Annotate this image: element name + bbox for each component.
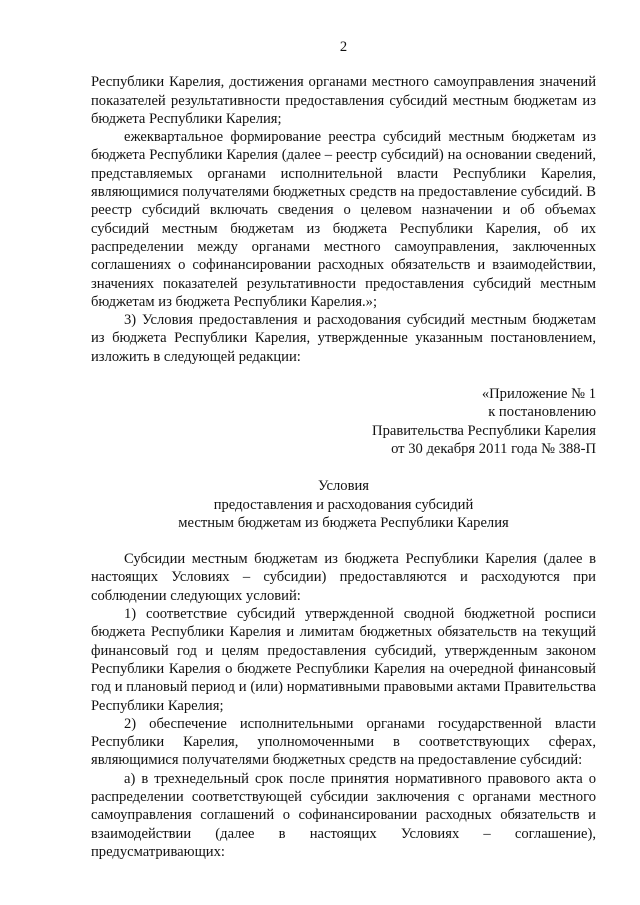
attachment-line: от 30 декабря 2011 года № 388-П (391, 440, 596, 457)
attachment-line: к постановлению (488, 404, 596, 421)
title-line: Условия (317, 478, 370, 495)
paragraph: 3) Условия предоставления и расходования субсидий местным бюджетам из бюджета Республики Карелия, утвержденные указанным постановлением, изложить в следующей редакции: (91, 312, 596, 365)
body-section (91, 550, 596, 861)
title-line: предоставления и расходования субсидий (213, 496, 474, 513)
paragraph: 2) обеспечение исполнительными органами государственной власти Республики Карелия, уполномоченными в соответствующих сферах, являющимися получателями бюджетных средств на предоставление субсидий: (91, 715, 596, 769)
paragraph: а) в трехнедельный срок после принятия нормативного правового акта о распределении соответствующей субсидии заключения с органами местного самоуправления соглашений о софинансировании расходных обязательств и взаимодействии (далее в настоящих Условиях – соглашение), предусматривающих: (91, 770, 596, 860)
attachment-line: «Приложение № 1 (481, 386, 596, 403)
attachment-line: Правительства Республики Карелия (372, 422, 596, 439)
paragraph: 1) соответствие субсидий утвержденной сводной бюджетной росписи бюджета Республики Карелия и лимитам бюджетных обязательств на текущий финансовый год и целям предоставления субсидий, утвержденным законом Республики Карелия о бюджете Республики Карелия на очередной финансовый год и плановый период и (или) нормативными правовыми актами Правительства Республики Карелия; (91, 606, 596, 714)
document-title (91, 477, 596, 532)
paragraph: ежеквартальное формирование реестра субсидий местным бюджетам из бюджета Республики Карелия (далее – реестр субсидий) на основании сведений, представляемых органами исполнительной власти Республики Карелия, являющимися получателями бюджетных средств на предоставление субсидий. В реестр субсидий включать сведения о целевом назначении и об объемах субсидий местным бюджетам из бюджета Республики Карелия, об их распределении между органами местного самоуправления, заключенных соглашениях о софинансировании расходных обязательств и взаимодействии, значениях показателей результативности предоставления субсидий местным бюджетам из бюджета Республики Карелия.»; (91, 129, 596, 310)
paragraph: Республики Карелия, достижения органами местного самоуправления значений показателей результативности предоставления субсидий местным бюджетам из бюджета Республики Карелия; (91, 74, 596, 127)
attachment-reference (91, 385, 596, 458)
top-section (91, 73, 596, 366)
title-line: местным бюджетам из бюджета Республики Карелия (178, 514, 509, 531)
document-page (91, 38, 596, 861)
page-number: 2 (339, 39, 348, 55)
paragraph: Субсидии местным бюджетам из бюджета Республики Карелия (далее в настоящих Условиях – субсидии) предоставляются и расходуются при соблюдении следующих условий: (91, 551, 596, 604)
